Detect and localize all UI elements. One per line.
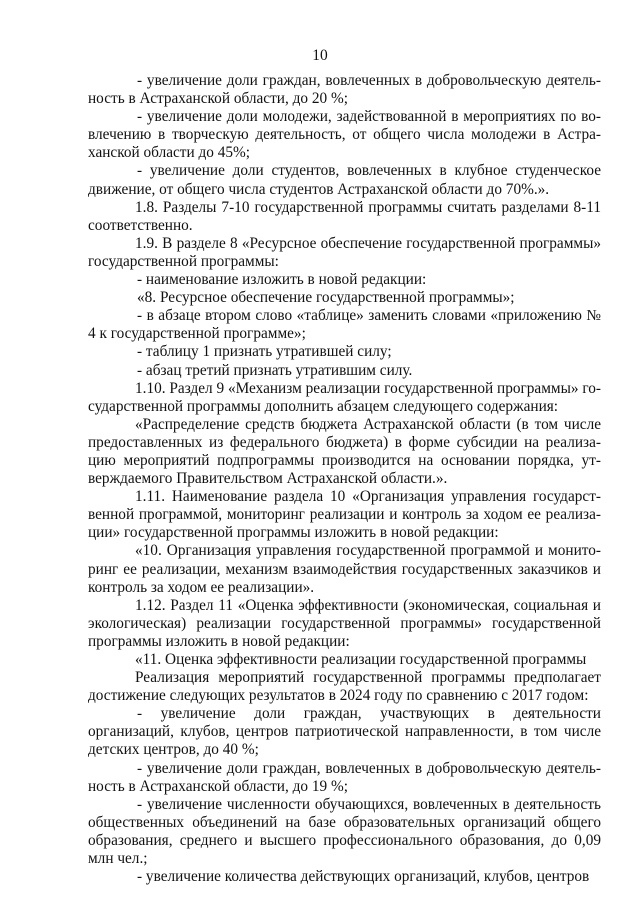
- paragraph: 1.11. Наименование раздела 10 «Организация управления государственной программой, мониторинг реализации и контроль за ходом ее реализации» государственной программы изложить в новой редакции:: [88, 488, 601, 542]
- paragraph: 1.9. В разделе 8 «Ресурсное обеспечение государственной программы» государственной программы:: [88, 234, 601, 270]
- paragraph: - увеличение численности обучающихся, вовлеченных в деятельность общественных объединений на базе образовательных организаций общего образования, среднего и высшего профессионального образования, до 0,09 млн чел.;: [88, 795, 601, 868]
- paragraph: - в абзаце втором слово «таблице» заменить словами «приложению № 4 к государственной программе»;: [88, 307, 601, 343]
- document-body: [88, 72, 601, 886]
- paragraph: - увеличение доли граждан, вовлеченных в добровольческую деятельность в Астраханской области, до 20 %;: [88, 72, 601, 108]
- paragraph: «8. Ресурсное обеспечение государственной программы»;: [137, 289, 515, 307]
- paragraph: «11. Оценка эффективности реализации государственной программы: [135, 651, 587, 668]
- paragraph: - наименование изложить в новой редакции:: [137, 271, 427, 289]
- paragraph: - увеличение доли молодежи, задействованной в мероприятиях по вовлечению в творческую деятельность, от общего числа молодежи в Астраханской области до 45%;: [88, 108, 601, 162]
- paragraph: Реализация мероприятий государственной программы предполагает достижение следующих результатов в 2024 году по сравнению с 2017 годом:: [88, 669, 601, 705]
- paragraph: - увеличение количества действующих организаций, клубов, центров: [137, 868, 590, 886]
- paragraph: - абзац третий признать утратившим силу.: [137, 361, 413, 379]
- paragraph: - увеличение доли студентов, вовлеченных в клубное студенческое движение, от общего числа студентов Астраханской области до 70%.».: [88, 162, 601, 198]
- paragraph: «10. Организация управления государственной программой и мониторинг ее реализации, механизм взаимодействия государственных заказчиков и контроль за ходом ее реализации».: [88, 542, 601, 596]
- paragraph: 1.10. Раздел 9 «Механизм реализации государственной программы» государственной программы дополнить абзацем следующего содержания:: [88, 379, 601, 415]
- paragraph: - увеличение доли граждан, вовлеченных в добровольческую деятельность в Астраханской области, до 19 %;: [88, 759, 601, 795]
- paragraph: 1.8. Разделы 7-10 государственной программы считать разделами 8-11 соответственно.: [88, 198, 601, 234]
- page-number: 10: [312, 47, 328, 64]
- paragraph: 1.12. Раздел 11 «Оценка эффективности (экономическая, социальная и экологическая) реализации государственной программы» государственной программы изложить в новой редакции:: [88, 596, 601, 650]
- paragraph: «Распределение средств бюджета Астраханской области (в том числе предоставленных из федерального бюджета) в форме субсидии на реализацию мероприятий подпрограммы производится на основании порядка, утверждаемого Правительством Астраханской области.».: [88, 415, 601, 488]
- paragraph: - таблицу 1 признать утратившей силу;: [137, 343, 392, 361]
- paragraph: - увеличение доли граждан, участвующих в деятельности организаций, клубов, центров патриотической направленности, в том числе детских центров, до 40 %;: [88, 705, 601, 759]
